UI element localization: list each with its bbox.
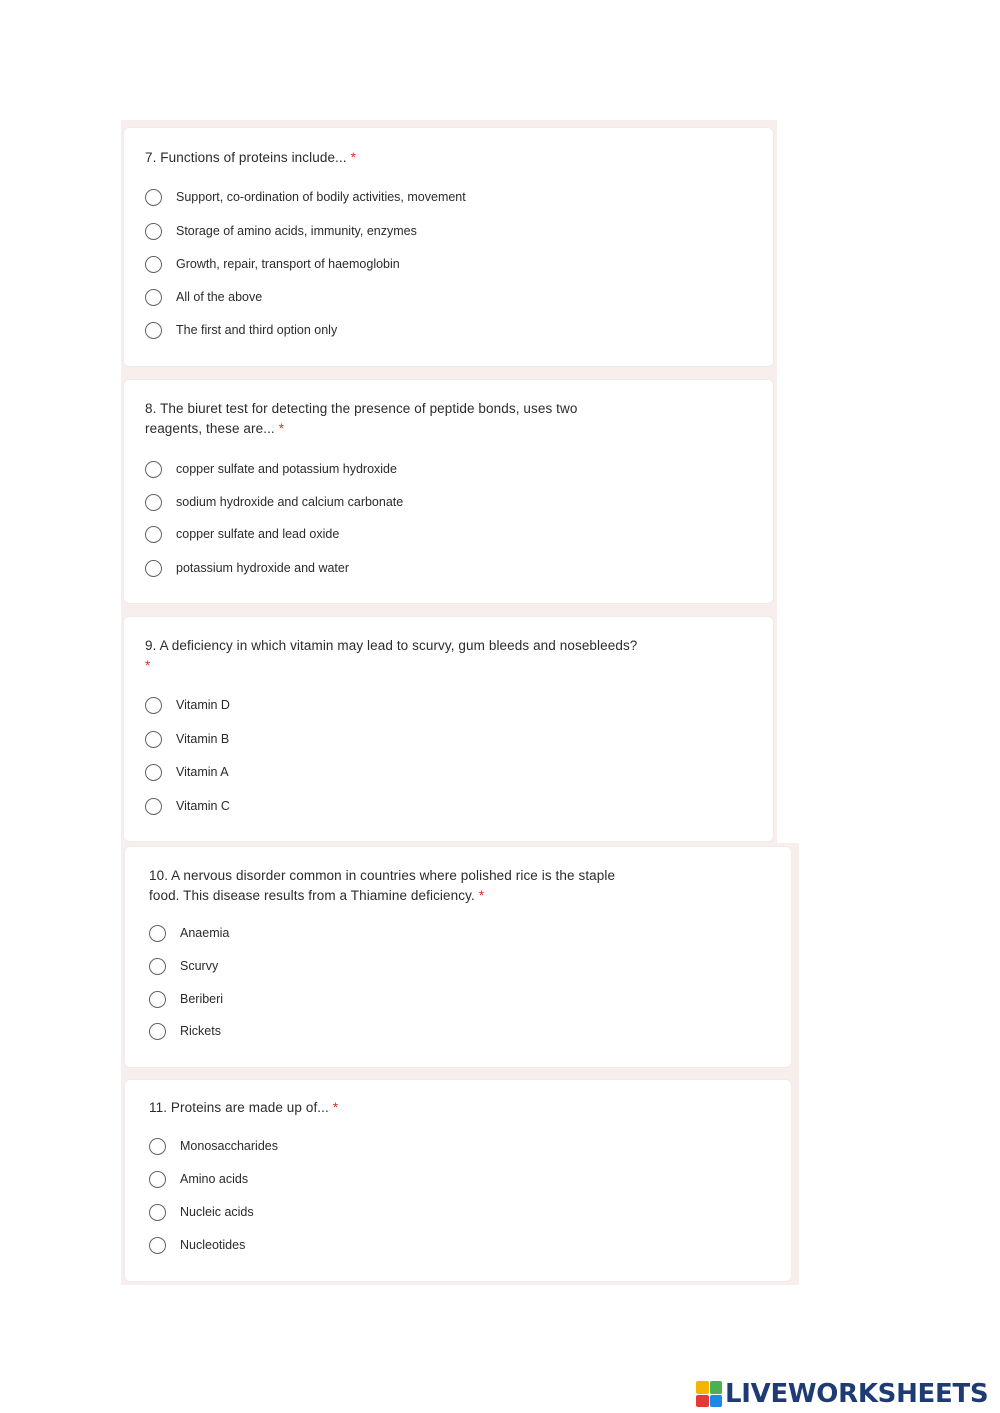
radio-button[interactable] <box>145 526 162 543</box>
radio-option[interactable] <box>149 1234 245 1256</box>
question-card-8 <box>123 379 774 604</box>
option-label: Nucleic acids <box>180 1205 254 1219</box>
radio-option[interactable] <box>145 728 229 750</box>
radio-option[interactable] <box>145 319 337 341</box>
option-label: copper sulfate and potassium hydroxide <box>176 462 397 476</box>
radio-button[interactable] <box>149 991 166 1008</box>
option-label: Rickets <box>180 1024 221 1038</box>
required-asterisk: * <box>478 888 485 903</box>
question-card-10 <box>124 846 792 1068</box>
required-asterisk: * <box>278 421 285 436</box>
question-title: 7. Functions of proteins include... * <box>145 150 356 165</box>
radio-button[interactable] <box>145 798 162 815</box>
radio-button[interactable] <box>145 189 162 206</box>
radio-option[interactable] <box>149 1168 248 1190</box>
option-label: Support, co-ordination of bodily activities, movement <box>176 190 466 204</box>
question-card-11 <box>124 1079 792 1282</box>
radio-option[interactable] <box>145 286 262 308</box>
radio-option[interactable] <box>145 795 230 817</box>
option-label: Amino acids <box>180 1172 249 1186</box>
logo-tile <box>710 1395 723 1408</box>
brand-name: LIVEWORKSHEETS <box>725 1379 989 1409</box>
radio-option[interactable] <box>145 523 339 545</box>
logo-tile <box>696 1395 709 1408</box>
radio-button[interactable] <box>145 560 162 577</box>
radio-option[interactable] <box>149 988 223 1010</box>
liveworksheets-logo <box>696 1378 988 1410</box>
liveworksheets-logo-icon <box>696 1381 722 1407</box>
radio-button[interactable] <box>149 1204 166 1221</box>
radio-option[interactable] <box>145 491 403 513</box>
option-label: copper sulfate and lead oxide <box>176 527 340 541</box>
question-card-7 <box>123 127 774 367</box>
radio-option[interactable] <box>149 922 229 944</box>
option-label: Vitamin B <box>176 732 230 746</box>
option-label: potassium hydroxide and water <box>176 561 350 575</box>
radio-option[interactable] <box>145 557 349 579</box>
radio-option[interactable] <box>149 1020 221 1042</box>
radio-button[interactable] <box>149 1237 166 1254</box>
question-title: 11. Proteins are made up of... * <box>149 1100 339 1115</box>
option-label: sodium hydroxide and calcium carbonate <box>176 495 404 509</box>
radio-button[interactable] <box>145 461 162 478</box>
option-label: Vitamin C <box>176 799 230 813</box>
question-card-9 <box>123 616 774 842</box>
radio-button[interactable] <box>145 764 162 781</box>
logo-tile <box>696 1381 709 1394</box>
radio-option[interactable] <box>145 694 230 716</box>
radio-button[interactable] <box>145 289 162 306</box>
option-label: Beriberi <box>180 992 224 1006</box>
radio-button[interactable] <box>145 494 162 511</box>
option-label: Storage of amino acids, immunity, enzymes <box>176 224 417 238</box>
radio-option[interactable] <box>145 458 397 480</box>
question-title: 10. A nervous disorder common in countries where polished rice is the staple food. This disease results from a Thiamine deficiency. * <box>149 868 616 903</box>
option-label: All of the above <box>176 290 263 304</box>
radio-button[interactable] <box>145 731 162 748</box>
radio-button[interactable] <box>145 322 162 339</box>
option-label: Monosaccharides <box>180 1139 278 1153</box>
logo-tile <box>710 1381 723 1394</box>
question-title: 8. The biuret test for detecting the presence of peptide bonds, uses two reagents, these are... * <box>145 401 578 436</box>
radio-option[interactable] <box>149 955 218 977</box>
radio-option[interactable] <box>145 220 417 242</box>
option-label: Vitamin A <box>176 765 229 779</box>
option-label: Scurvy <box>180 959 219 973</box>
radio-button[interactable] <box>145 223 162 240</box>
question-title: 9. A deficiency in which vitamin may lead to scurvy, gum bleeds and nosebleeds? * <box>145 638 638 673</box>
option-label: The first and third option only <box>176 323 338 337</box>
radio-option[interactable] <box>145 761 229 783</box>
radio-option[interactable] <box>149 1201 254 1223</box>
radio-option[interactable] <box>149 1135 278 1157</box>
radio-button[interactable] <box>145 697 162 714</box>
radio-button[interactable] <box>149 1023 166 1040</box>
radio-button[interactable] <box>149 958 166 975</box>
required-asterisk: * <box>332 1100 339 1115</box>
required-asterisk: * <box>145 658 151 673</box>
option-label: Nucleotides <box>180 1238 246 1252</box>
option-label: Vitamin D <box>176 698 230 712</box>
option-label: Growth, repair, transport of haemoglobin <box>176 257 400 271</box>
radio-button[interactable] <box>149 1138 166 1155</box>
radio-option[interactable] <box>145 253 400 275</box>
radio-button[interactable] <box>145 256 162 273</box>
radio-option[interactable] <box>145 186 466 208</box>
option-label: Anaemia <box>180 926 230 940</box>
radio-button[interactable] <box>149 925 166 942</box>
radio-button[interactable] <box>149 1171 166 1188</box>
required-asterisk: * <box>350 150 356 165</box>
